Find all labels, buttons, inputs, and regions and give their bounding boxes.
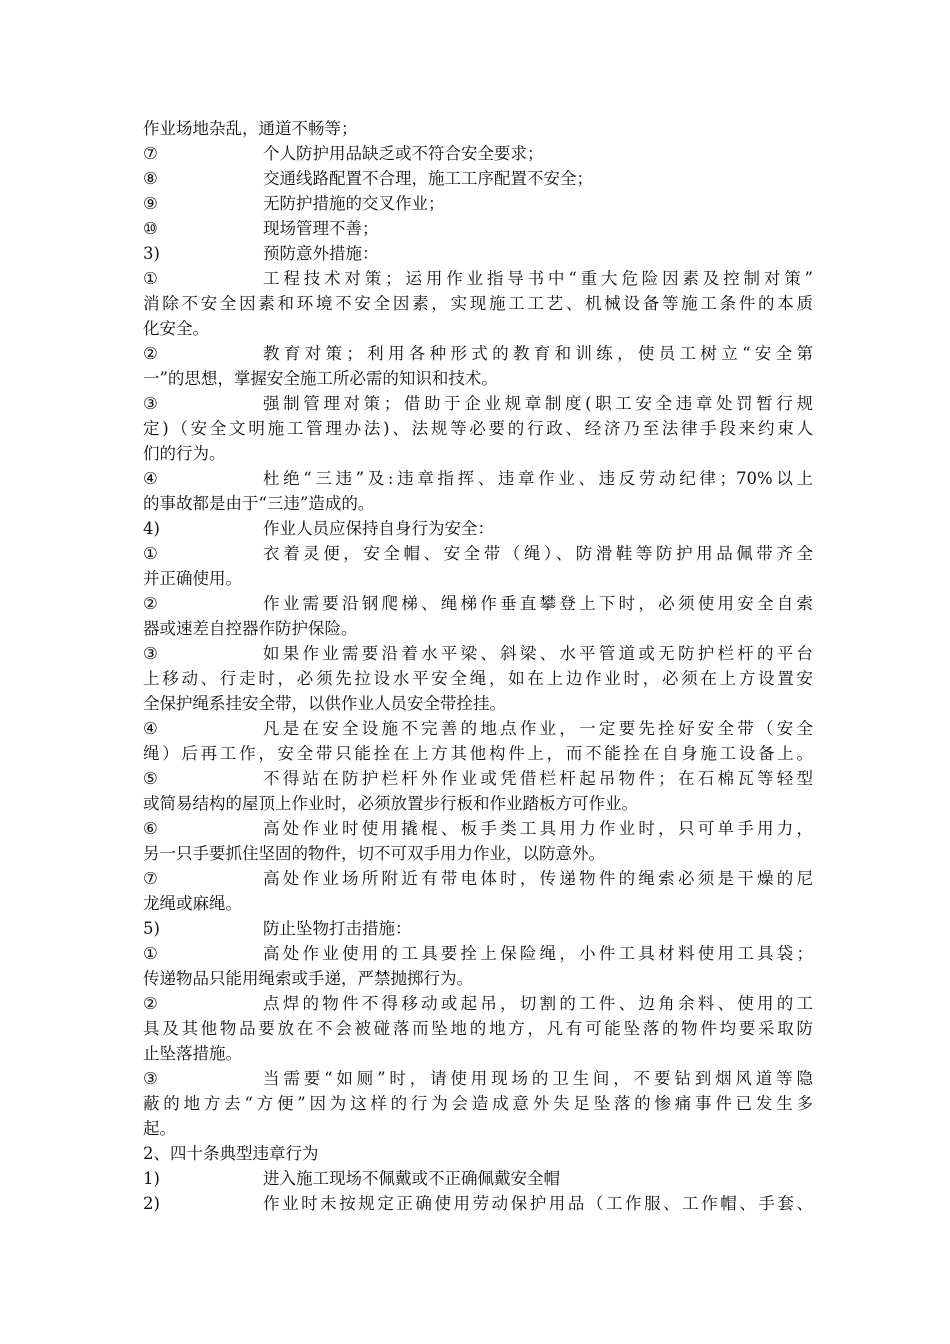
paragraph-line [143, 116, 813, 141]
list-marker: 5) [143, 919, 160, 938]
list-marker: ① [143, 269, 158, 288]
line-text: 高处作业场所附近有带电体时，传递物件的绳索必须是干燥的尼 [263, 869, 813, 888]
list-marker: ② [143, 994, 158, 1013]
list-marker: ④ [143, 719, 158, 738]
paragraph-line [143, 791, 813, 816]
list-item-line [143, 916, 813, 941]
line-text: 高处作业时使用撬棍、板手类工具用力作业时，只可单手用力， [263, 819, 813, 838]
line-text: 作业场地杂乱，通道不畅等； [143, 119, 358, 138]
list-marker: 1) [143, 1169, 160, 1188]
line-text: 一”的思想，掌握安全施工所必需的知识和技术。 [143, 369, 498, 388]
list-marker: ③ [143, 1069, 158, 1088]
line-text: 预防意外措施： [263, 244, 379, 263]
line-text: 2、四十条典型违章行为 [143, 1144, 319, 1163]
line-text: 传递物品只能用绳索或手递，严禁抛掷行为。 [143, 969, 473, 988]
line-text: 作业时未按规定正确使用劳动保护用品（工作服、工作帽、手套、 [263, 1194, 813, 1213]
line-text: 绳）后再工作，安全带只能拴在上方其他构件上，而不能拴在自身施工设备上。 [143, 744, 813, 763]
paragraph-line [143, 1116, 813, 1141]
line-text: 另一只手要抓住坚固的物件，切不可双手用力作业，以防意外。 [143, 844, 605, 863]
line-text: 化安全。 [143, 319, 209, 338]
line-text: 不得站在防护栏杆外作业或凭借栏杆起吊物件；在石棉瓦等轻型 [263, 769, 813, 788]
list-marker: ⑦ [143, 144, 158, 163]
list-marker: ④ [143, 469, 158, 488]
line-text: 具及其他物品要放在不会被碰落而坠地的地方，凡有可能坠落的物件均要采取防 [143, 1019, 813, 1038]
line-text: 定)（安全文明施工管理办法)、法规等必要的行政、经济乃至法律手段来约束人 [143, 419, 813, 438]
list-item-line [143, 866, 813, 891]
line-text: 防止坠物打击措施： [263, 919, 412, 938]
list-item-line [143, 141, 813, 166]
line-text: 衣着灵便，安全帽、安全带（绳）、防滑鞋等防护用品佩带齐全 [263, 544, 813, 563]
list-marker: ② [143, 344, 158, 363]
paragraph-line [143, 366, 813, 391]
line-text: 凡是在安全设施不完善的地点作业，一定要先拴好安全带（安全 [263, 719, 813, 738]
line-text: 止坠落措施。 [143, 1044, 242, 1063]
list-item-line [143, 816, 813, 841]
paragraph-line [143, 566, 813, 591]
list-item-line [143, 716, 813, 741]
list-marker: 3) [143, 244, 160, 263]
line-text: 交通线路配置不合理，施工工序配置不安全； [263, 169, 593, 188]
list-item-line [143, 166, 813, 191]
list-marker: 4) [143, 519, 160, 538]
line-text: 强制管理对策；借助于企业规章制度(职工安全违章处罚暂行规 [263, 394, 813, 413]
list-marker: 2) [143, 1194, 160, 1213]
paragraph-line [143, 441, 813, 466]
list-item-line [143, 466, 813, 491]
line-text: 杜绝“三违”及:违章指挥、违章作业、违反劳动纪律；70%以上 [263, 469, 813, 488]
line-text: 当需要“如厕”时，请使用现场的卫生间，不要钻到烟风道等隐 [263, 1069, 813, 1088]
list-item-line [143, 941, 813, 966]
paragraph-line [143, 316, 813, 341]
list-marker: ① [143, 544, 158, 563]
line-text: 们的行为。 [143, 444, 226, 463]
list-marker: ③ [143, 394, 158, 413]
list-item-line [143, 241, 813, 266]
document-body [143, 116, 813, 1216]
list-marker: ③ [143, 644, 158, 663]
list-item-line [143, 266, 813, 291]
list-item-line [143, 391, 813, 416]
line-text: 高处作业使用的工具要拴上保险绳，小件工具材料使用工具袋； [263, 944, 813, 963]
line-text: 蔽的地方去“方便”因为这样的行为会造成意外失足坠落的惨痛事件已发生多 [143, 1094, 813, 1113]
list-item-line [143, 541, 813, 566]
paragraph-line [143, 491, 813, 516]
list-item-line [143, 191, 813, 216]
list-item-line [143, 641, 813, 666]
list-marker: ⑩ [143, 219, 158, 238]
list-item-line [143, 516, 813, 541]
list-marker: ⑨ [143, 194, 158, 213]
line-text: 现场管理不善； [263, 219, 379, 238]
paragraph-line [143, 966, 813, 991]
list-item-line [143, 1191, 813, 1216]
line-text: 消除不安全因素和环境不安全因素，实现施工工艺、机械设备等施工条件的本质 [143, 294, 813, 313]
list-item-line [143, 216, 813, 241]
line-text: 的事故都是由于“三违”造成的。 [143, 494, 375, 513]
line-text: 上移动、行走时，必须先拉设水平安全绳，如在上边作业时，必须在上方设置安 [143, 669, 813, 688]
list-marker: ⑧ [143, 169, 158, 188]
paragraph-line [143, 691, 813, 716]
line-text: 工程技术对策；运用作业指导书中“重大危险因素及控制对策” [263, 269, 813, 288]
paragraph-line [143, 416, 813, 441]
list-marker: ⑦ [143, 869, 158, 888]
line-text: 起。 [143, 1119, 176, 1138]
line-text: 作业需要沿钢爬梯、绳梯作垂直攀登上下时，必须使用安全自索 [263, 594, 813, 613]
paragraph-line [143, 841, 813, 866]
list-marker: ⑥ [143, 819, 158, 838]
line-text: 龙绳或麻绳。 [143, 894, 242, 913]
paragraph-line [143, 616, 813, 641]
list-marker: ① [143, 944, 158, 963]
line-text: 全保护绳系挂安全带，以供作业人员安全带拴挂。 [143, 694, 506, 713]
line-text: 并正确使用。 [143, 569, 242, 588]
list-item-line [143, 766, 813, 791]
paragraph-line [143, 1016, 813, 1041]
paragraph-line [143, 291, 813, 316]
line-text: 点焊的物件不得移动或起吊，切割的工件、边角余料、使用的工 [263, 994, 813, 1013]
line-text: 作业人员应保持自身行为安全： [263, 519, 494, 538]
line-text: 进入施工现场不佩戴或不正确佩戴安全帽 [263, 1169, 560, 1188]
paragraph-line [143, 1091, 813, 1116]
paragraph-line [143, 891, 813, 916]
line-text: 如果作业需要沿着水平梁、斜梁、水平管道或无防护栏杆的平台 [263, 644, 813, 663]
list-item-line [143, 591, 813, 616]
paragraph-line [143, 1041, 813, 1066]
paragraph-line [143, 741, 813, 766]
list-item-line [143, 341, 813, 366]
line-text: 个人防护用品缺乏或不符合安全要求； [263, 144, 544, 163]
list-item-line [143, 991, 813, 1016]
line-text: 无防护措施的交叉作业； [263, 194, 445, 213]
list-marker: ⑤ [143, 769, 158, 788]
line-text: 教育对策；利用各种形式的教育和训练，使员工树立“安全第 [263, 344, 813, 363]
paragraph-line [143, 1141, 813, 1166]
list-marker: ② [143, 594, 158, 613]
line-text: 器或速差自控器作防护保险。 [143, 619, 358, 638]
list-item-line [143, 1066, 813, 1091]
list-item-line [143, 1166, 813, 1191]
paragraph-line [143, 666, 813, 691]
line-text: 或简易结构的屋顶上作业时，必须放置步行板和作业踏板方可作业。 [143, 794, 638, 813]
